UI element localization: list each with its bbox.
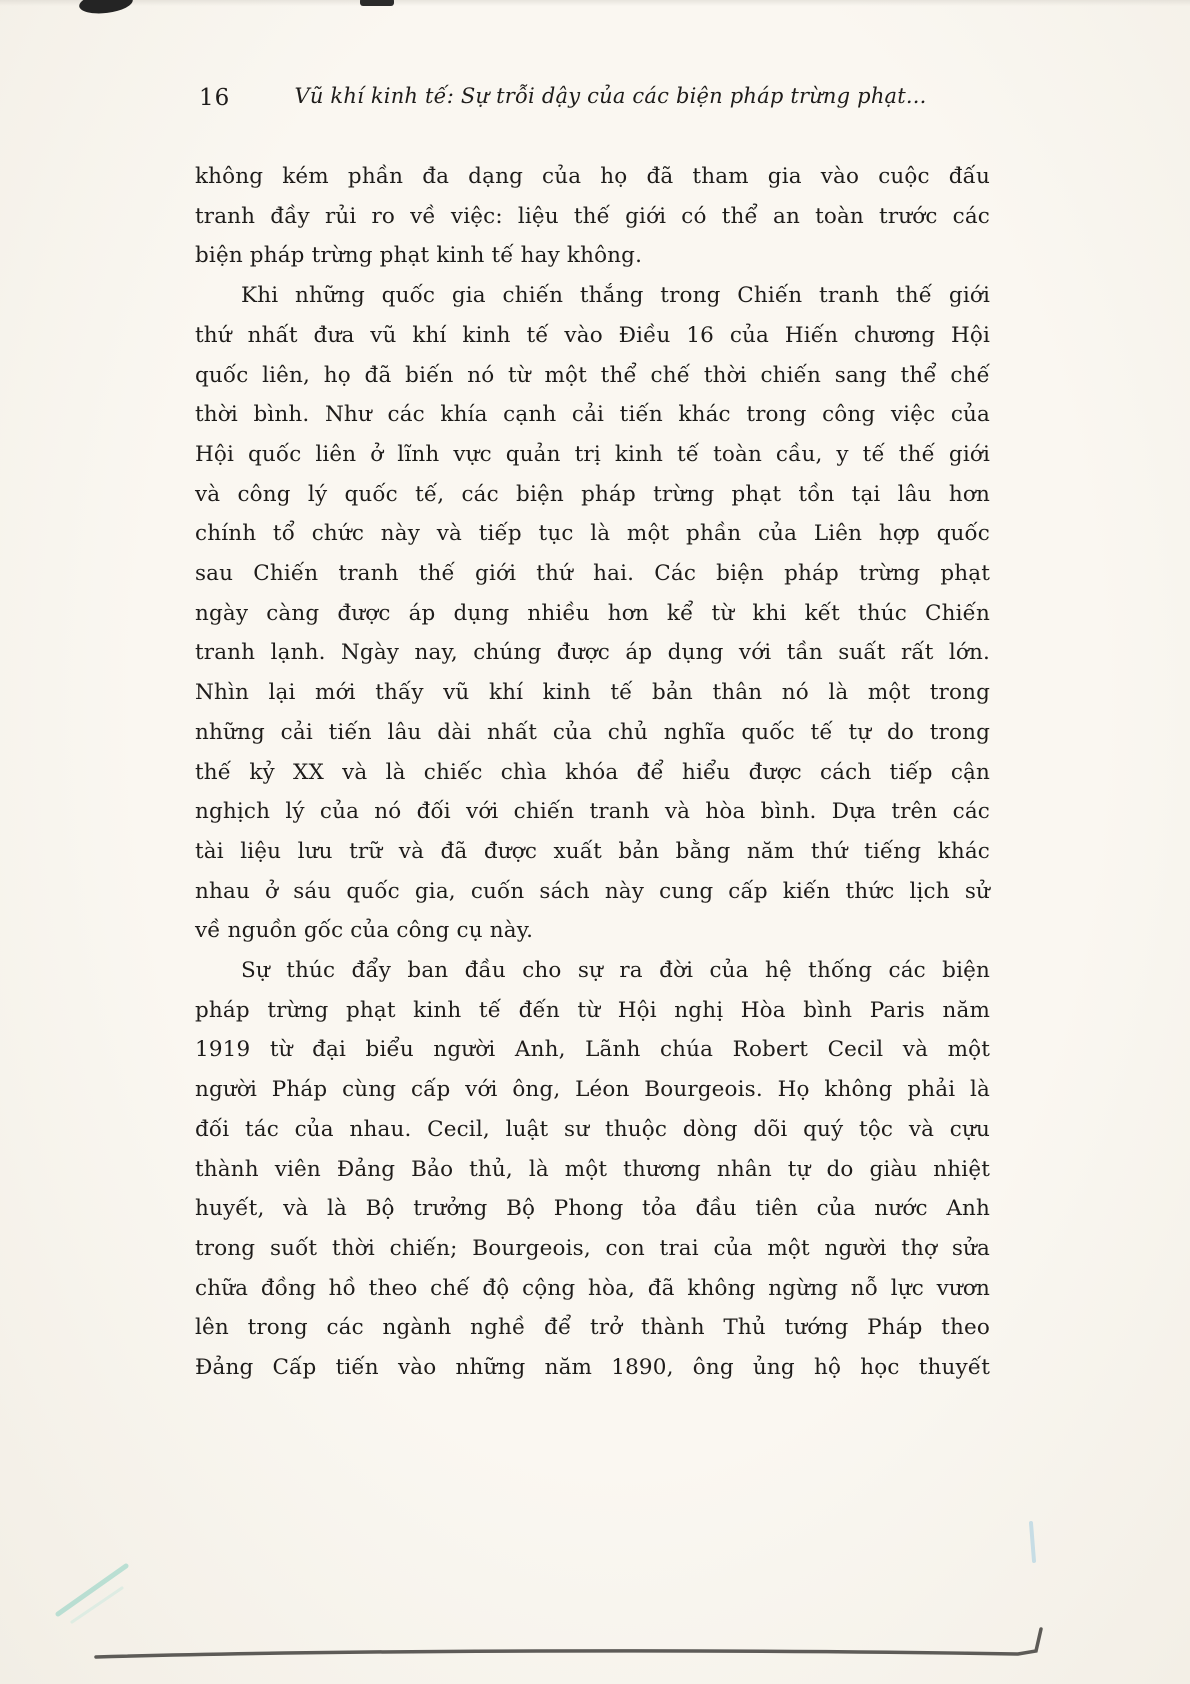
text-line: nghịch lý của nó đối với chiến tranh và hòa bình. Dựa trên các bbox=[195, 799, 990, 825]
text-line: trong suốt thời chiến; Bourgeois, con trai của một người thợ sửa bbox=[195, 1235, 990, 1261]
text-line: thành viên Đảng Bảo thủ, là một thương nhân tự do giàu nhiệt bbox=[195, 1156, 990, 1182]
text-line: huyết, và là Bộ trưởng Bộ Phong tỏa đầu tiên của nước Anh bbox=[195, 1196, 990, 1222]
text-line: về nguồn gốc của công cụ này. bbox=[195, 918, 534, 944]
page-body bbox=[195, 157, 990, 1388]
text-line: người Pháp cùng cấp với ông, Léon Bourgeois. Họ không phải là bbox=[195, 1077, 990, 1103]
text-line: 1919 từ đại biểu người Anh, Lãnh chúa Robert Cecil và một bbox=[195, 1037, 990, 1063]
text-line: và công lý quốc tế, các biện pháp trừng phạt tồn tại lâu hơn bbox=[195, 481, 990, 507]
text-line: tranh đầy rủi ro về việc: liệu thế giới có thể an toàn trước các bbox=[195, 203, 990, 229]
page-number: 16 bbox=[199, 85, 231, 111]
scan-line-bottom bbox=[96, 1629, 1041, 1657]
text-line: những cải tiến lâu dài nhất của chủ nghĩa quốc tế tự do trong bbox=[195, 719, 990, 745]
text-line: tranh lạnh. Ngày nay, chúng được áp dụng với tần suất rất lớn. bbox=[195, 640, 990, 666]
text-line: không kém phần đa dạng của họ đã tham gia vào cuộc đấu bbox=[195, 164, 990, 189]
paragraph bbox=[195, 951, 990, 1388]
page-header bbox=[195, 84, 990, 120]
text-line: Đảng Cấp tiến vào những năm 1890, ông ủng hộ học thuyết bbox=[195, 1355, 990, 1381]
text-line: chữa đồng hồ theo chế độ cộng hòa, đã không ngừng nỗ lực vươn bbox=[195, 1275, 990, 1301]
text-line: tài liệu lưu trữ và đã được xuất bản bằng năm thứ tiếng khác bbox=[195, 838, 990, 864]
text-line: Hội quốc liên ở lĩnh vực quản trị kinh tế toàn cầu, y tế thế giới bbox=[195, 441, 990, 467]
text-line: sau Chiến tranh thế giới thứ hai. Các biện pháp trừng phạt bbox=[195, 561, 990, 587]
text-line: pháp trừng phạt kinh tế đến từ Hội nghị Hòa bình Paris năm bbox=[195, 997, 990, 1023]
text-line: Sự thúc đẩy ban đầu cho sự ra đời của hệ thống các biện bbox=[241, 958, 990, 984]
scan-mark-bottom-right bbox=[1031, 1523, 1034, 1561]
text-line: Khi những quốc gia chiến thắng trong Chiến tranh thế giới bbox=[241, 283, 990, 309]
scan-streak-bottom-left-2 bbox=[72, 1588, 122, 1622]
text-line: quốc liên, họ đã biến nó từ một thể chế thời chiến sang thể chế bbox=[195, 362, 990, 388]
text-line: đối tác của nhau. Cecil, luật sư thuộc dòng dõi quý tộc và cựu bbox=[195, 1116, 990, 1142]
text-line: biện pháp trừng phạt kinh tế hay không. bbox=[195, 243, 643, 269]
scan-mark-top-left bbox=[78, 0, 134, 16]
text-line: nhau ở sáu quốc gia, cuốn sách này cung cấp kiến thức lịch sử bbox=[195, 878, 990, 904]
running-header: Vũ khí kinh tế: Sự trỗi dậy của các biện pháp trừng phạt... bbox=[294, 84, 927, 108]
paragraph bbox=[195, 276, 990, 951]
scan-mark-top-center bbox=[360, 0, 394, 6]
scan-streak-bottom-left bbox=[58, 1566, 126, 1614]
text-line: thời bình. Như các khía cạnh cải tiến khác trong công việc của bbox=[195, 402, 990, 428]
text-line: thế kỷ XX và là chiếc chìa khóa để hiểu được cách tiếp cận bbox=[195, 759, 990, 785]
text-line: Nhìn lại mới thấy vũ khí kinh tế bản thân nó là một trong bbox=[195, 680, 990, 706]
text-line: chính tổ chức này và tiếp tục là một phần của Liên hợp quốc bbox=[195, 521, 990, 547]
text-line: thứ nhất đưa vũ khí kinh tế vào Điều 16 của Hiến chương Hội bbox=[195, 322, 990, 348]
paragraph bbox=[195, 157, 990, 276]
text-line: ngày càng được áp dụng nhiều hơn kể từ khi kết thúc Chiến bbox=[195, 600, 990, 626]
text-line: lên trong các ngành nghề để trở thành Thủ tướng Pháp theo bbox=[195, 1315, 990, 1341]
